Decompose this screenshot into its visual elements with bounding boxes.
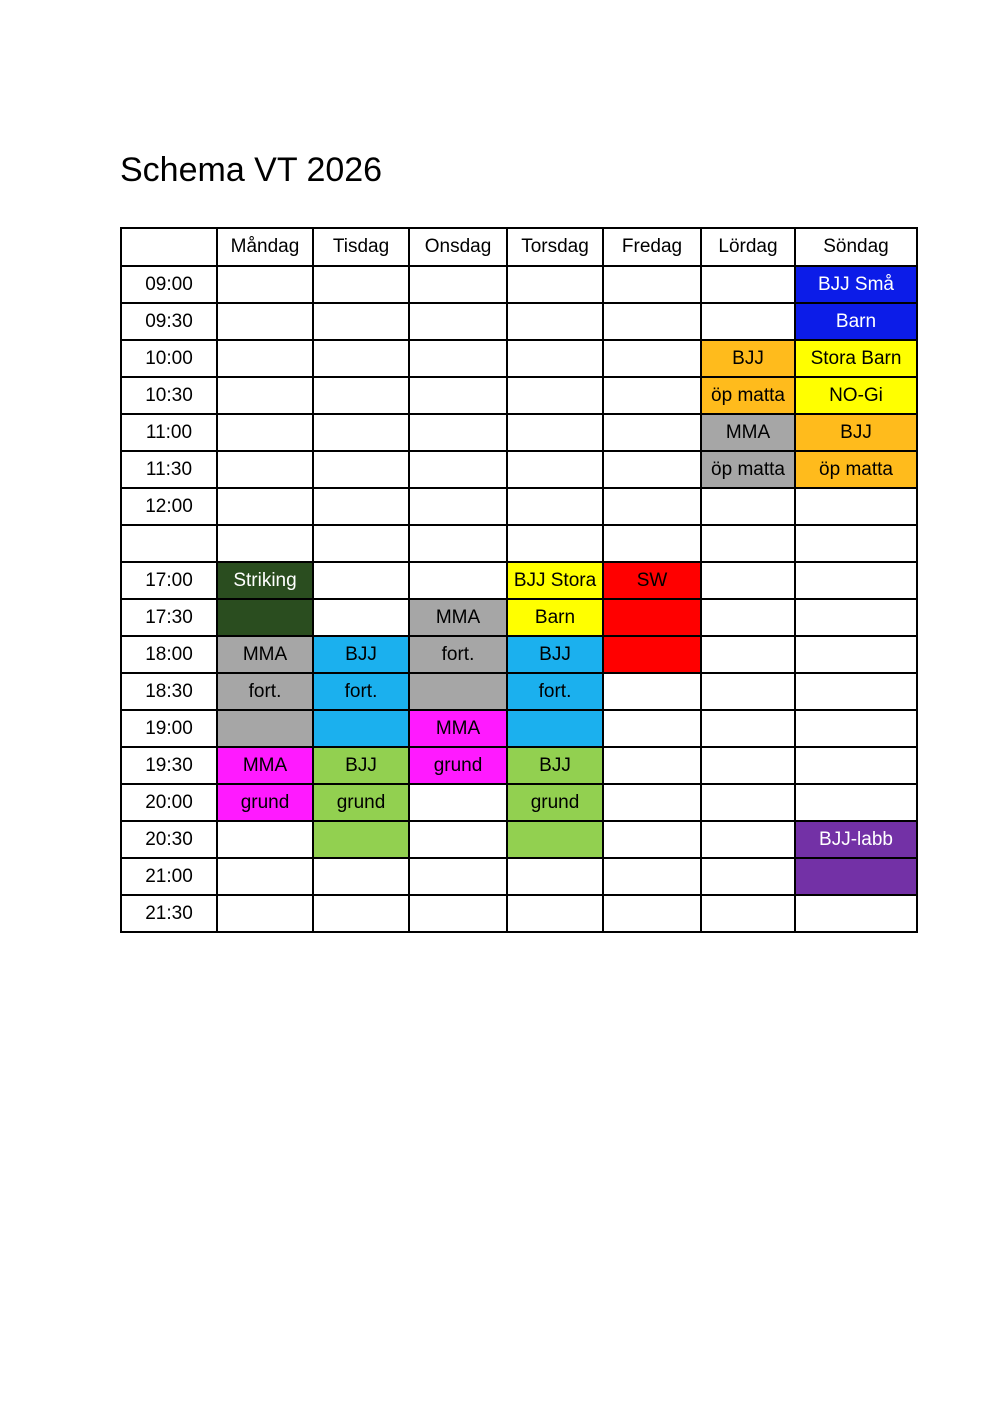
- empty-cell: [795, 636, 917, 673]
- empty-cell: [507, 414, 603, 451]
- class-cell: grund: [507, 784, 603, 821]
- schedule-row: [121, 266, 917, 303]
- empty-cell: [603, 525, 701, 562]
- schedule-row: [121, 414, 917, 451]
- time-label: 10:30: [121, 377, 217, 414]
- class-cell: Barn: [795, 303, 917, 340]
- class-cell: BJJ: [507, 747, 603, 784]
- class-cell: BJJ: [701, 340, 795, 377]
- class-cell: [217, 599, 313, 636]
- day-header: Tisdag: [313, 228, 409, 266]
- empty-cell: [603, 710, 701, 747]
- class-cell: fort.: [217, 673, 313, 710]
- day-header: Måndag: [217, 228, 313, 266]
- empty-cell: [795, 525, 917, 562]
- class-cell: [603, 599, 701, 636]
- class-cell: BJJ: [313, 636, 409, 673]
- empty-cell: [603, 377, 701, 414]
- class-cell: fort.: [313, 673, 409, 710]
- class-cell: Striking: [217, 562, 313, 599]
- schedule-row: [121, 895, 917, 932]
- empty-cell: [409, 784, 507, 821]
- class-cell: fort.: [507, 673, 603, 710]
- empty-cell: [701, 525, 795, 562]
- class-cell: [795, 858, 917, 895]
- empty-cell: [603, 340, 701, 377]
- empty-cell: [795, 784, 917, 821]
- empty-cell: [217, 488, 313, 525]
- class-cell: Barn: [507, 599, 603, 636]
- class-cell: öp matta: [701, 451, 795, 488]
- day-header-row: [121, 228, 917, 266]
- empty-cell: [409, 488, 507, 525]
- empty-cell: [313, 599, 409, 636]
- class-cell: [507, 710, 603, 747]
- empty-cell: [701, 821, 795, 858]
- empty-cell: [313, 377, 409, 414]
- time-label: 09:00: [121, 266, 217, 303]
- class-cell: NO-Gi: [795, 377, 917, 414]
- empty-cell: [409, 525, 507, 562]
- empty-cell: [507, 525, 603, 562]
- class-cell: [313, 710, 409, 747]
- empty-cell: [217, 858, 313, 895]
- schedule-row: [121, 340, 917, 377]
- empty-cell: [409, 858, 507, 895]
- time-label: 19:00: [121, 710, 217, 747]
- empty-cell: [603, 895, 701, 932]
- day-header: Torsdag: [507, 228, 603, 266]
- empty-cell: [409, 266, 507, 303]
- empty-cell: [507, 451, 603, 488]
- empty-cell: [409, 562, 507, 599]
- time-label: 18:30: [121, 673, 217, 710]
- class-cell: BJJ: [795, 414, 917, 451]
- empty-cell: [409, 821, 507, 858]
- empty-cell: [795, 747, 917, 784]
- time-label: [121, 525, 217, 562]
- empty-cell: [217, 377, 313, 414]
- class-cell: [313, 821, 409, 858]
- empty-cell: [313, 858, 409, 895]
- empty-cell: [217, 266, 313, 303]
- empty-cell: [217, 414, 313, 451]
- day-header: Söndag: [795, 228, 917, 266]
- empty-cell: [701, 895, 795, 932]
- time-label: 19:30: [121, 747, 217, 784]
- empty-cell: [313, 451, 409, 488]
- empty-cell: [701, 488, 795, 525]
- empty-cell: [701, 562, 795, 599]
- empty-cell: [507, 377, 603, 414]
- empty-cell: [507, 266, 603, 303]
- empty-cell: [217, 895, 313, 932]
- schedule-row: [121, 636, 917, 673]
- empty-cell: [217, 821, 313, 858]
- empty-cell: [701, 599, 795, 636]
- class-cell: BJJ Stora: [507, 562, 603, 599]
- time-label: 09:30: [121, 303, 217, 340]
- class-cell: grund: [217, 784, 313, 821]
- empty-cell: [217, 340, 313, 377]
- time-label: 11:00: [121, 414, 217, 451]
- time-label: 20:00: [121, 784, 217, 821]
- class-cell: MMA: [217, 636, 313, 673]
- empty-cell: [701, 673, 795, 710]
- empty-cell: [409, 303, 507, 340]
- empty-cell: [603, 266, 701, 303]
- time-label: 17:00: [121, 562, 217, 599]
- class-cell: [507, 821, 603, 858]
- page-title: Schema VT 2026: [120, 151, 383, 189]
- empty-cell: [409, 377, 507, 414]
- day-header: Onsdag: [409, 228, 507, 266]
- empty-cell: [603, 451, 701, 488]
- schedule-row: [121, 784, 917, 821]
- time-label: 10:00: [121, 340, 217, 377]
- empty-cell: [313, 525, 409, 562]
- time-label: 21:00: [121, 858, 217, 895]
- empty-cell: [217, 451, 313, 488]
- class-cell: [409, 673, 507, 710]
- empty-cell: [795, 895, 917, 932]
- empty-cell: [701, 858, 795, 895]
- empty-cell: [409, 340, 507, 377]
- empty-cell: [603, 784, 701, 821]
- empty-cell: [313, 895, 409, 932]
- schedule-row: [121, 858, 917, 895]
- schedule-row: [121, 747, 917, 784]
- schedule-row: [121, 710, 917, 747]
- empty-cell: [313, 488, 409, 525]
- time-label: 17:30: [121, 599, 217, 636]
- empty-cell: [409, 895, 507, 932]
- corner-cell: [121, 228, 217, 266]
- empty-cell: [507, 340, 603, 377]
- time-label: 20:30: [121, 821, 217, 858]
- empty-cell: [603, 821, 701, 858]
- empty-cell: [701, 636, 795, 673]
- empty-cell: [603, 303, 701, 340]
- empty-cell: [701, 303, 795, 340]
- empty-cell: [507, 303, 603, 340]
- day-header: Fredag: [603, 228, 701, 266]
- empty-cell: [217, 525, 313, 562]
- empty-cell: [507, 895, 603, 932]
- schedule-row: [121, 303, 917, 340]
- empty-cell: [409, 414, 507, 451]
- empty-cell: [795, 562, 917, 599]
- empty-cell: [795, 673, 917, 710]
- time-label: 12:00: [121, 488, 217, 525]
- empty-cell: [795, 488, 917, 525]
- schedule-table: [120, 227, 918, 933]
- schedule-row: [121, 599, 917, 636]
- empty-cell: [603, 414, 701, 451]
- class-cell: BJJ Små: [795, 266, 917, 303]
- empty-cell: [313, 340, 409, 377]
- class-cell: BJJ-labb: [795, 821, 917, 858]
- class-cell: Stora Barn: [795, 340, 917, 377]
- empty-cell: [507, 858, 603, 895]
- class-cell: [217, 710, 313, 747]
- schedule-row: [121, 525, 917, 562]
- empty-cell: [603, 673, 701, 710]
- class-cell: [603, 636, 701, 673]
- schedule-row: [121, 562, 917, 599]
- class-cell: MMA: [409, 599, 507, 636]
- class-cell: MMA: [217, 747, 313, 784]
- class-cell: MMA: [701, 414, 795, 451]
- time-label: 21:30: [121, 895, 217, 932]
- class-cell: MMA: [409, 710, 507, 747]
- schedule-row: [121, 451, 917, 488]
- schedule-body: [121, 266, 917, 932]
- class-cell: öp matta: [795, 451, 917, 488]
- class-cell: BJJ: [313, 747, 409, 784]
- empty-cell: [313, 303, 409, 340]
- time-label: 18:00: [121, 636, 217, 673]
- time-label: 11:30: [121, 451, 217, 488]
- empty-cell: [409, 451, 507, 488]
- schedule-row: [121, 488, 917, 525]
- empty-cell: [701, 784, 795, 821]
- empty-cell: [795, 710, 917, 747]
- empty-cell: [313, 414, 409, 451]
- empty-cell: [701, 747, 795, 784]
- empty-cell: [701, 266, 795, 303]
- class-cell: BJJ: [507, 636, 603, 673]
- empty-cell: [313, 562, 409, 599]
- empty-cell: [603, 858, 701, 895]
- class-cell: fort.: [409, 636, 507, 673]
- day-header: Lördag: [701, 228, 795, 266]
- class-cell: SW: [603, 562, 701, 599]
- empty-cell: [313, 266, 409, 303]
- schedule-row: [121, 673, 917, 710]
- empty-cell: [507, 488, 603, 525]
- empty-cell: [603, 747, 701, 784]
- schedule-row: [121, 821, 917, 858]
- empty-cell: [603, 488, 701, 525]
- class-cell: grund: [313, 784, 409, 821]
- empty-cell: [701, 710, 795, 747]
- class-cell: grund: [409, 747, 507, 784]
- schedule-row: [121, 377, 917, 414]
- empty-cell: [795, 599, 917, 636]
- class-cell: öp matta: [701, 377, 795, 414]
- empty-cell: [217, 303, 313, 340]
